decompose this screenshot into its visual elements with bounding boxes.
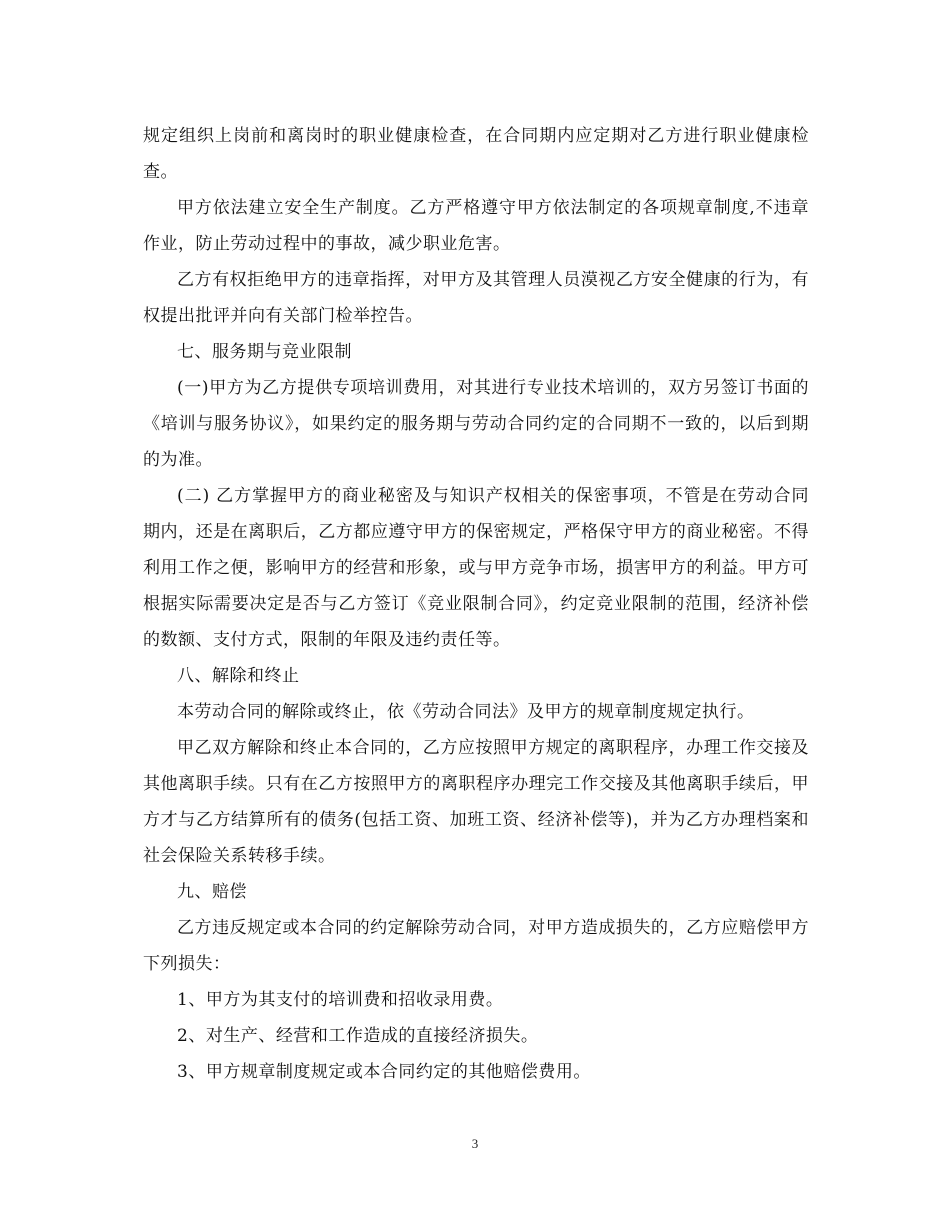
page-number: 3 [471, 1136, 479, 1151]
paragraph-training: (一)甲方为乙方提供专项培训费用，对其进行专业技术培训的，双方另签订书面的《培训与服务协议》，如果约定的服务期与劳动合同约定的合同期不一致的，以后到期的为准。 [143, 378, 809, 470]
section-heading-termination: 八、解除和终止 [177, 666, 300, 686]
list-item-compensation-3: 3、甲方规章制度规定或本合同约定的其他赔偿费用。 [177, 1062, 591, 1082]
paragraph-continuation: 规定组织上岗前和离岗时的职业健康检查，在合同期内应定期对乙方进行职业健康检查。 [143, 126, 809, 182]
list-item-compensation-2: 2、对生产、经营和工作造成的直接经济损失。 [177, 1026, 539, 1046]
paragraph-compensation-intro: 乙方违反规定或本合同的约定解除劳动合同，对甲方造成损失的，乙方应赔偿甲方下列损失： [143, 918, 809, 974]
paragraph-refuse-orders: 乙方有权拒绝甲方的违章指挥，对甲方及其管理人员漠视乙方安全健康的行为，有权提出批评并向有关部门检举控告。 [143, 270, 809, 326]
paragraph-handover: 甲乙双方解除和终止本合同的，乙方应按照甲方规定的离职程序，办理工作交接及其他离职手续。只有在乙方按照甲方的离职程序办理完工作交接及其他离职手续后，甲方才与乙方结算所有的债务(包括工资、加班工资、经济补偿等)，并为乙方办理档案和社会保险关系转移手续。 [143, 738, 809, 866]
section-heading-compensation: 九、赔偿 [177, 882, 247, 902]
paragraph-safety-system: 甲方依法建立安全生产制度。乙方严格遵守甲方依法制定的各项规章制度,不违章作业，防止劳动过程中的事故，减少职业危害。 [143, 198, 809, 254]
paragraph-termination-law: 本劳动合同的解除或终止，依《劳动合同法》及甲方的规章制度规定执行。 [177, 702, 755, 722]
section-heading-service-period: 七、服务期与竞业限制 [177, 342, 352, 362]
list-item-compensation-1: 1、甲方为其支付的培训费和招收录用费。 [177, 990, 504, 1010]
document-body [143, 118, 809, 1090]
paragraph-confidentiality: (二) 乙方掌握甲方的商业秘密及与知识产权相关的保密事项，不管是在劳动合同期内，还是在离职后，乙方都应遵守甲方的保密规定，严格保守甲方的商业秘密。不得利用工作之便，影响甲方的经营和形象，或与甲方竞争市场，损害甲方的利益。甲方可根据实际需要决定是否与乙方签订《竞业限制合同》，约定竞业限制的范围，经济补偿的数额、支付方式，限制的年限及违约责任等。 [143, 486, 809, 650]
